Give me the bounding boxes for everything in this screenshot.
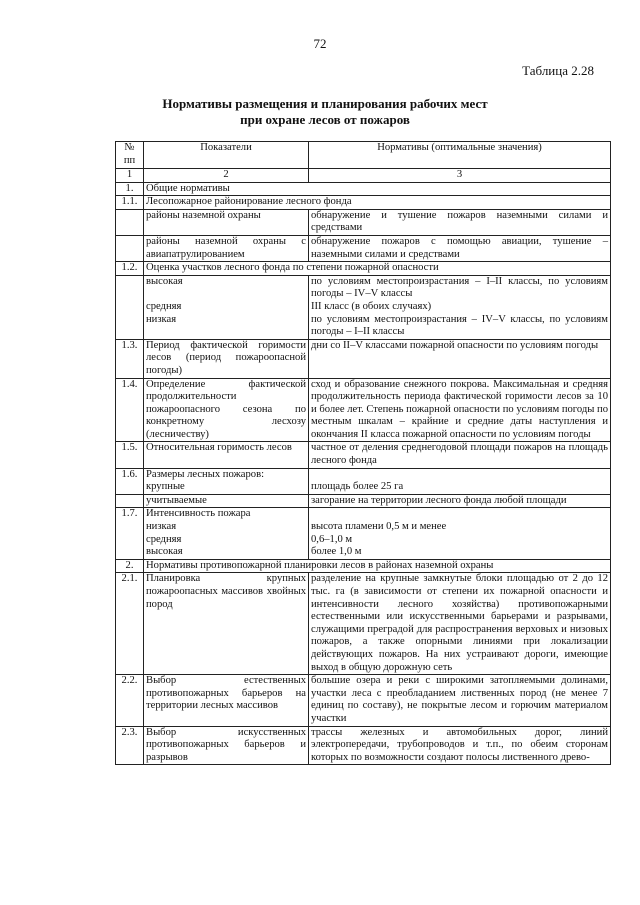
table-row (116, 275, 611, 339)
norm-cell: разделение на крупные замкнутые блоки площадью от 2 до 12 тыс. га (в зависимости от степени их пожарной опасности и интенсивности лесного хозяйства) противопожарными естественными или искусственными барьерами и разрывами, служащими преградой для распространения верховых и низовых пожаров, а также опорными линиями при локализации действующих пожаров. На них устраивают дороги, имеющие выход в общую дорожную сеть (309, 573, 611, 675)
table-label: Таблица 2.28 (522, 63, 594, 78)
norm-cell: обнаружение пожаров с помощью авиации, тушение – наземными силами и средствами (309, 235, 611, 261)
page-number: 72 (313, 36, 327, 51)
indicator-cell: Размеры лесных пожаров: крупные (144, 468, 309, 494)
column-number-1: 1 (116, 169, 144, 183)
indicator-cell: Выбор естественных противопожарных барьеров на территории лесных массивов (144, 675, 309, 726)
table-row (116, 442, 611, 468)
document-title: Нормативы размещения и планирования рабочих мест при охране лесов от пожаров (162, 96, 488, 127)
table-row (116, 573, 611, 675)
norm-cell: обнаружение и тушение пожаров наземными силами и средствами (309, 209, 611, 235)
table-header-row (116, 142, 611, 169)
norm-cell: дни со II–V классами пожарной опасности по условиям погоды (309, 339, 611, 378)
row-number: 1. (116, 182, 144, 196)
row-number: 2. (116, 559, 144, 573)
table-row (116, 378, 611, 442)
row-number: 1.6. (116, 468, 144, 494)
table-row (116, 675, 611, 726)
section-heading: Общие нормативы (144, 182, 611, 196)
column-number-row (116, 169, 611, 183)
table-row (116, 196, 611, 210)
row-number: 1.7. (116, 508, 144, 559)
section-heading: Нормативы противопожарной планировки лесов в районах наземной охраны (144, 559, 611, 573)
indicator-cell: высокая средняя низкая (144, 275, 309, 339)
norm-cell: по условиям местопроизрастания – I–II классы, по условиям погоды – IV–V классы III класс (в обоих случаях) по условиям местопроизрастания – IV–V классы, по условиям погоды – I–II классы (309, 275, 611, 339)
header-number: № пп (116, 142, 144, 169)
norm-cell: большие озера и реки с широкими затопляемыми долинами, участки леса с преобладанием лиственных пород (не менее 7 единиц по составу), не покрытые лесом и горючим материалом участки (309, 675, 611, 726)
row-number: 1.1. (116, 196, 144, 210)
norm-cell: высота пламени 0,5 м и менее 0,6–1,0 м более 1,0 м (309, 508, 611, 559)
norm-cell: трассы железных и автомобильных дорог, линий электропередачи, трубопроводов и т.п., по обеим сторонам которых по возможности создают полосы лиственного древо- (309, 726, 611, 765)
norm-cell: частное от деления среднегодовой площади пожаров на площадь лесного фонда (309, 442, 611, 468)
norm-cell: загорание на территории лесного фонда любой площади (309, 494, 611, 508)
section-heading: Оценка участков лесного фонда по степени пожарной опасности (144, 262, 611, 276)
row-number: 2.2. (116, 675, 144, 726)
column-number-3: 3 (309, 169, 611, 183)
indicator-cell: Интенсивность пожара низкая средняя высокая (144, 508, 309, 559)
table-row (116, 182, 611, 196)
indicator-cell: Планировка крупных пожароопасных массивов хвойных пород (144, 573, 309, 675)
indicator-cell: Период фактической горимости лесов (период пожароопасной погоды) (144, 339, 309, 378)
norm-cell: сход и образование снежного покрова. Максимальная и средняя продолжительность периода фактической горимости лесов за 10 и более лет. Степень пожарной опасности по условиям погоды по местным шкалам – крайние и средние даты наступления и окончания II класса пожарной опасности по условиям погоды (309, 378, 611, 442)
indicator-cell: учитываемые (144, 494, 309, 508)
row-number: 1.4. (116, 378, 144, 442)
norms-table (115, 141, 611, 765)
row-number (116, 235, 144, 261)
table-row (116, 339, 611, 378)
row-number (116, 275, 144, 339)
row-number: 1.2. (116, 262, 144, 276)
indicator-cell: Определение фактической продолжительности пожароопасного сезона по конкретному лесхозу (лесничеству) (144, 378, 309, 442)
table-row (116, 209, 611, 235)
row-number: 2.3. (116, 726, 144, 765)
indicator-cell: районы наземной охраны (144, 209, 309, 235)
section-heading: Лесопожарное районирование лесного фонда (144, 196, 611, 210)
header-indicators: Показатели (144, 142, 309, 169)
indicator-cell: Выбор искусственных противопожарных барьеров и разрывов (144, 726, 309, 765)
row-number: 1.5. (116, 442, 144, 468)
row-number: 2.1. (116, 573, 144, 675)
column-number-2: 2 (144, 169, 309, 183)
indicator-cell: Относительная горимость лесов (144, 442, 309, 468)
row-number: 1.3. (116, 339, 144, 378)
table-row (116, 262, 611, 276)
table-row (116, 508, 611, 559)
norm-cell: площадь более 25 га (309, 468, 611, 494)
header-norms: Нормативы (оптимальные значения) (309, 142, 611, 169)
table-row (116, 235, 611, 261)
table-row (116, 468, 611, 494)
table-row (116, 559, 611, 573)
table-row (116, 494, 611, 508)
indicator-cell: районы наземной охраны с авиапатрулированием (144, 235, 309, 261)
row-number (116, 494, 144, 508)
row-number (116, 209, 144, 235)
table-row (116, 726, 611, 765)
